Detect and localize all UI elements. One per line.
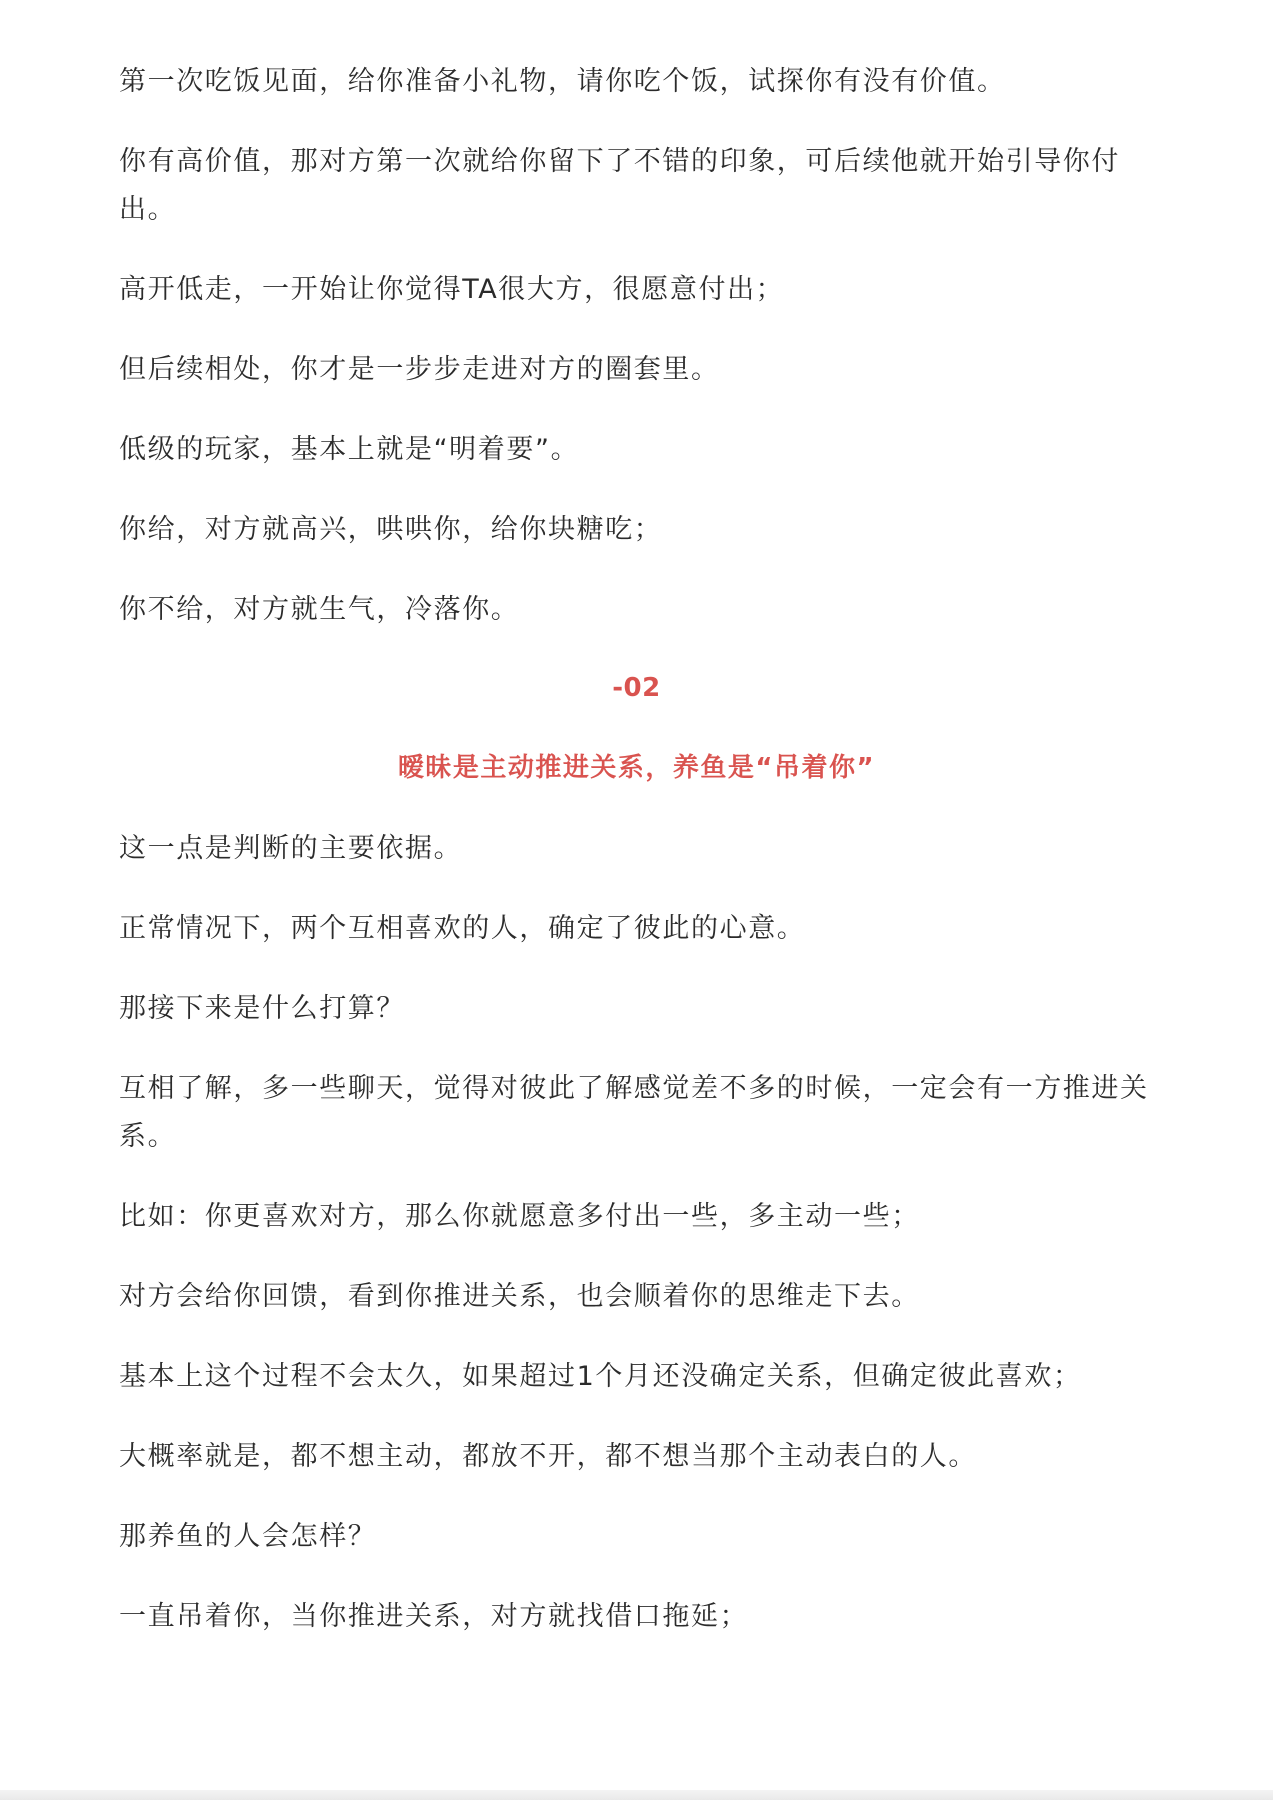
section-number: -02 [612,673,661,703]
paragraph: 第一次吃饭见面，给你准备小礼物，请你吃个饭，试探你有没有价值。 [119,66,1006,97]
paragraph: 一直吊着你，当你推进关系，对方就找借口拖延； [119,1601,749,1632]
paragraph: 互相了解，多一些聊天，觉得对彼此了解感觉差不多的时候，一定会有一方推进关系。 [119,1073,1149,1152]
paragraph: 对方会给你回馈，看到你推进关系，也会顺着你的思维走下去。 [119,1281,920,1312]
paragraph: 你给，对方就高兴，哄哄你，给你块糖吃； [119,514,663,545]
section-heading: 暧昧是主动推进关系，养鱼是“吊着你” [397,753,876,783]
paragraph: 你有高价值，那对方第一次就给你留下了不错的印象，可后续他就开始引导你付出。 [119,146,1120,225]
paragraph: 这一点是判断的主要依据。 [119,833,463,864]
paragraph: 那养鱼的人会怎样？ [119,1521,377,1552]
page-bottom-edge [0,1790,1273,1800]
paragraph: 低级的玩家，基本上就是“明着要”。 [119,434,580,465]
paragraph: 基本上这个过程不会太久，如果超过1个月还没确定关系，但确定彼此喜欢； [119,1361,1082,1392]
paragraph: 大概率就是，都不想主动，都放不开，都不想当那个主动表白的人。 [119,1441,977,1472]
paragraph: 但后续相处，你才是一步步走进对方的圈套里。 [119,354,720,385]
paragraph: 正常情况下，两个互相喜欢的人，确定了彼此的心意。 [119,913,806,944]
paragraph: 比如：你更喜欢对方，那么你就愿意多付出一些，多主动一些； [119,1201,920,1232]
paragraph: 高开低走，一开始让你觉得TA很大方，很愿意付出； [119,274,785,305]
paragraph: 那接下来是什么打算？ [119,993,405,1024]
paragraph: 你不给，对方就生气，冷落你。 [119,594,520,625]
